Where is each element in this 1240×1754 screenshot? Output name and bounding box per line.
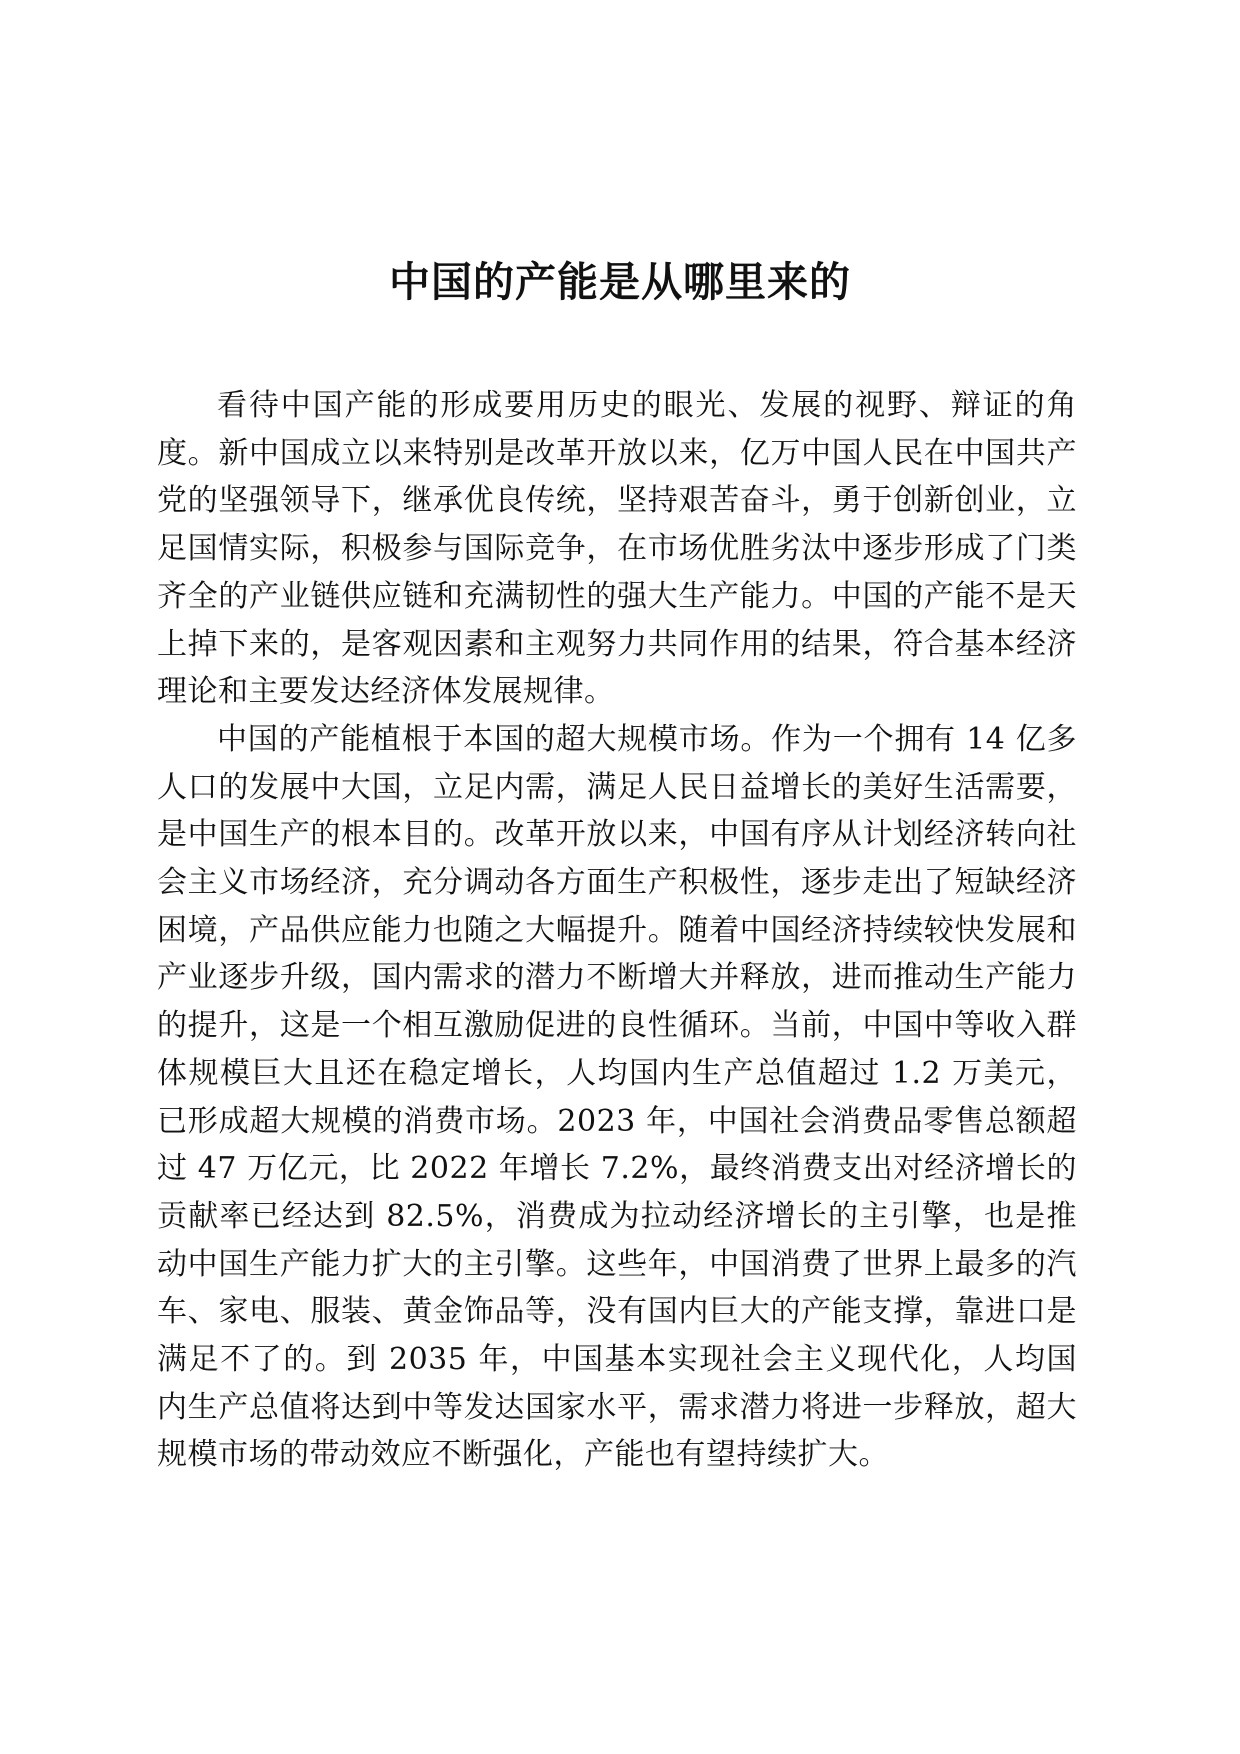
document-body (157, 382, 1077, 1479)
paragraph-2: 中国的产能植根于本国的超大规模市场。作为一个拥有 14 亿多人口的发展中大国，立足内需，满足人民日益增长的美好生活需要，是中国生产的根本目的。改革开放以来，中国有序从计划经济转向社会主义市场经济，充分调动各方面生产积极性，逐步走出了短缺经济困境，产品供应能力也随之大幅提升。随着中国经济持续较快发展和产业逐步升级，国内需求的潜力不断增大并释放，进而推动生产能力的提升，这是一个相互激励促进的良性循环。当前，中国中等收入群体规模巨大且还在稳定增长，人均国内生产总值超过 1.2 万美元，已形成超大规模的消费市场。2023 年，中国社会消费品零售总额超过 47 万亿元，比 2022 年增长 7.2%，最终消费支出对经济增长的贡献率已经达到 82.5%，消费成为拉动经济增长的主引擎，也是推动中国生产能力扩大的主引擎。这些年，中国消费了世界上最多的汽车、家电、服装、黄金饰品等，没有国内巨大的产能支撑，靠进口是满足不了的。到 2035 年，中国基本实现社会主义现代化，人均国内生产总值将达到中等发达国家水平，需求潜力将进一步释放，超大规模市场的带动效应不断强化，产能也有望持续扩大。 (157, 721, 1077, 1473)
paragraph-1: 看待中国产能的形成要用历史的眼光、发展的视野、辩证的角度。新中国成立以来特别是改革开放以来，亿万中国人民在中国共产党的坚强领导下，继承优良传统，坚持艰苦奋斗，勇于创新创业，立足国情实际，积极参与国际竞争，在市场优胜劣汰中逐步形成了门类齐全的产业链供应链和充满韧性的强大生产能力。中国的产能不是天上掉下来的，是客观因素和主观努力共同作用的结果，符合基本经济理论和主要发达经济体发展规律。 (157, 388, 1077, 710)
document-title: 中国的产能是从哪里来的 (389, 258, 851, 306)
